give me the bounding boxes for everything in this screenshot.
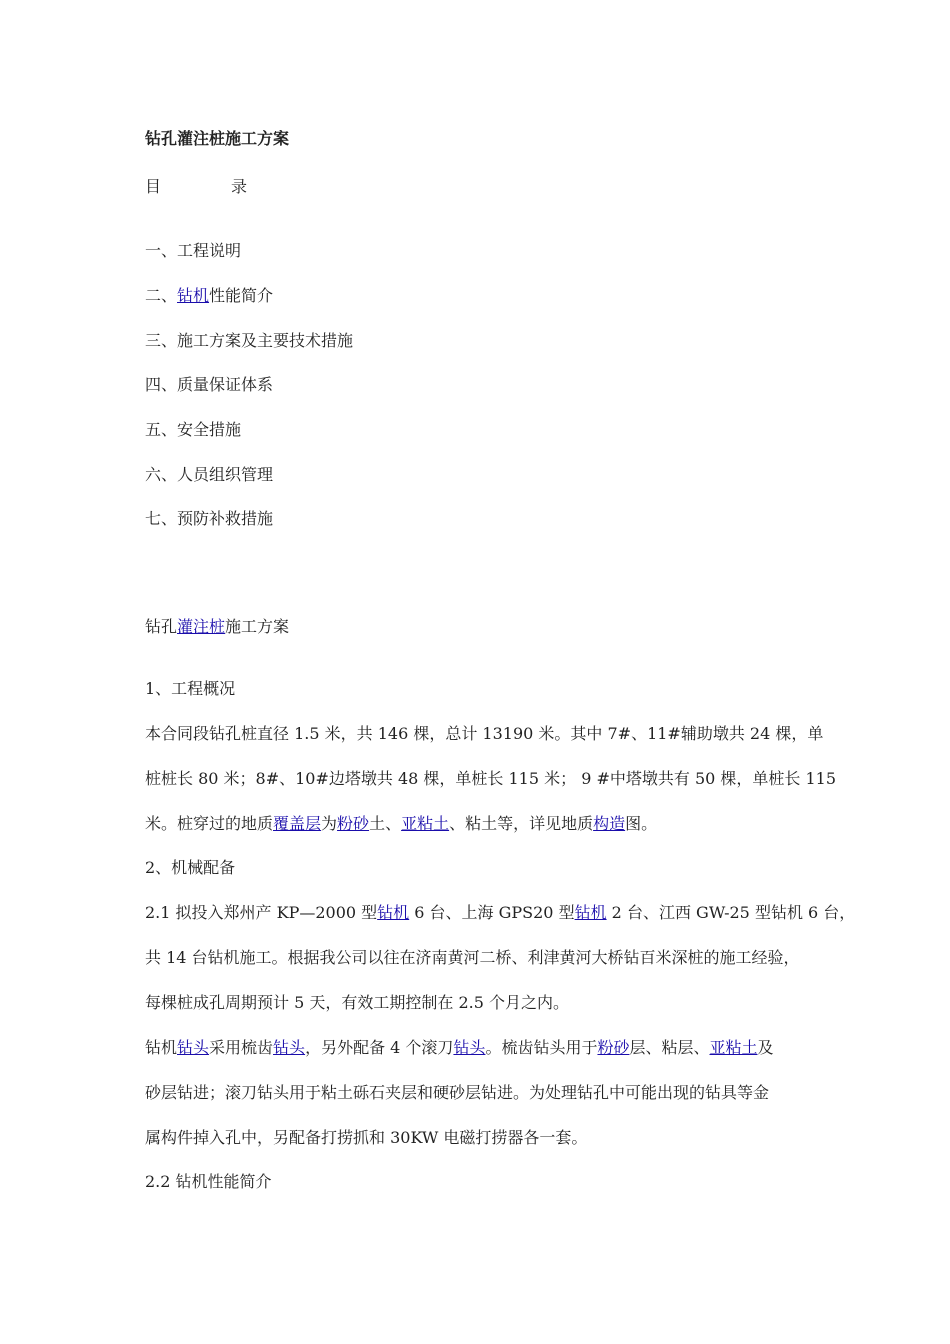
toc-item-1[interactable]: 一、工程说明 (145, 241, 242, 260)
link-drill-bit-1[interactable]: 钻头 (177, 1038, 210, 1057)
link-drill-bit-3[interactable]: 钻头 (453, 1038, 486, 1057)
toc-link-drill[interactable]: 钻机 (177, 286, 210, 305)
link-silty-sand-2[interactable]: 粉砂 (597, 1038, 630, 1057)
link-cast-pile[interactable]: 灌注桩 (177, 617, 226, 636)
link-silty-sand[interactable]: 粉砂 (337, 814, 370, 833)
document-title: 钻孔灌注桩施工方案 (145, 129, 290, 148)
s1-para-line-1: 本合同段钻孔桩直径 1.5 米，共 146 棵，总计 13190 米。其中 7#、11#辅助墩共 24 棵，单 (145, 724, 824, 743)
section-title: 钻孔灌注桩施工方案 (145, 617, 290, 636)
s2-p2-line-3: 属构件掉入孔中，另配备打捞抓和 30KW 电磁打捞器各一套。 (145, 1128, 588, 1147)
toc-item-7[interactable]: 七、预防补救措施 (145, 509, 274, 528)
toc-item-6[interactable]: 六、人员组织管理 (145, 465, 274, 484)
s2-heading: 2、机械配备 (145, 858, 236, 877)
toc-item-5[interactable]: 五、安全措施 (145, 420, 242, 439)
toc-heading-right: 录 (231, 177, 248, 196)
link-sub-clay-2[interactable]: 亚粘土 (709, 1038, 758, 1057)
s2-p2-line-2: 砂层钻进；滚刀钻头用于粘土砾石夹层和硬砂层钻进。为处理钻孔中可能出现的钻具等金 (145, 1083, 770, 1102)
toc-item-2[interactable]: 二、钻机性能简介 (145, 286, 274, 305)
s2-p1-line-2: 共 14 台钻机施工。根据我公司以往在济南黄河二桥、利津黄河大桥钻百米深桩的施工经验， (145, 948, 800, 967)
link-drill-2[interactable]: 钻机 (574, 903, 607, 922)
toc-item-4[interactable]: 四、质量保证体系 (145, 375, 274, 394)
link-sub-clay[interactable]: 亚粘土 (401, 814, 450, 833)
s2-p2-line-1: 钻机钻头采用梳齿钻头，另外配备 4 个滚刀钻头。梳齿钻头用于粉砂层、粘层、亚粘土及 (145, 1038, 774, 1057)
link-overburden[interactable]: 覆盖层 (273, 814, 322, 833)
s2-p1-line-3: 每棵桩成孔周期预计 5 天，有效工期控制在 2.5 个月之内。 (145, 993, 569, 1012)
link-structure[interactable]: 构造 (593, 814, 626, 833)
s2-p1-line-1: 2.1 拟投入郑州产 KP—2000 型钻机 6 台、上海 GPS20 型钻机 2 台、江西 GW-25 型钻机 6 台， (145, 903, 856, 922)
s2-sub-heading: 2.2 钻机性能简介 (145, 1172, 272, 1191)
link-drill-1[interactable]: 钻机 (377, 903, 410, 922)
s1-para-line-3: 米。桩穿过的地质覆盖层为粉砂土、亚粘土、粘土等，详见地质构造图。 (145, 814, 658, 833)
link-drill-bit-2[interactable]: 钻头 (273, 1038, 306, 1057)
s1-heading: 1、工程概况 (145, 679, 236, 698)
s1-para-line-2: 桩桩长 80 米；8#、10#边塔墩共 48 棵，单桩长 115 米； 9 #中塔墩共有 50 棵，单桩长 115 (145, 769, 837, 788)
toc-item-3[interactable]: 三、施工方案及主要技术措施 (145, 331, 354, 350)
toc-heading (145, 176, 247, 198)
toc-heading-left: 目 (145, 177, 162, 196)
